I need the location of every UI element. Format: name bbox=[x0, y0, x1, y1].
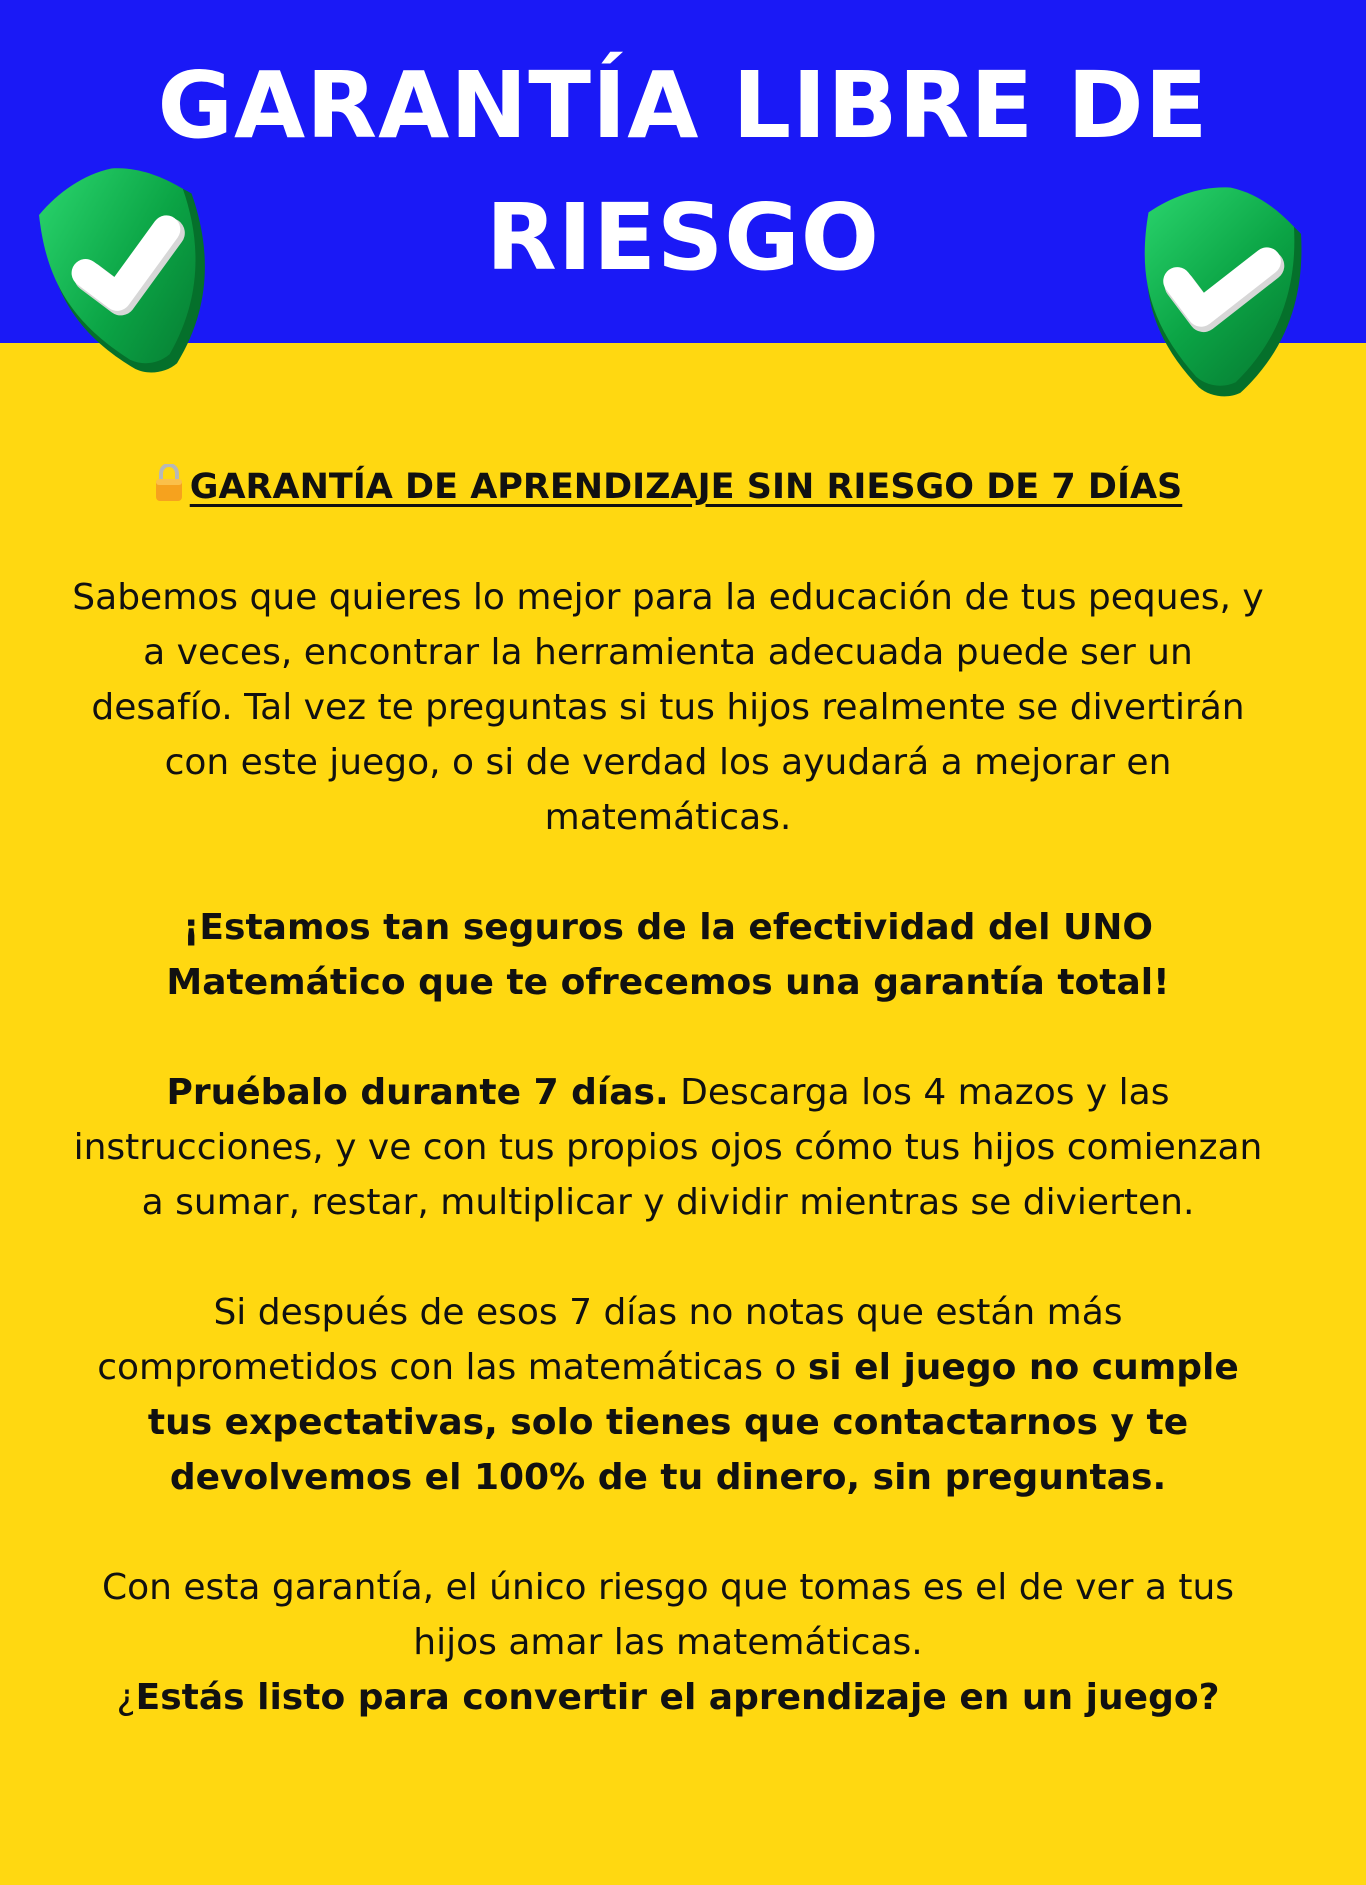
section-heading-text: GARANTÍA DE APRENDIZAJE SIN RIESGO DE 7 DÍAS bbox=[189, 467, 1183, 507]
shield-check-icon bbox=[20, 151, 239, 395]
spacer bbox=[70, 1505, 1266, 1560]
title-line-2: RIESGO bbox=[486, 184, 880, 291]
spacer bbox=[70, 515, 1266, 570]
trial-bold-text: Pruébalo durante 7 días. bbox=[166, 1072, 669, 1113]
title-line-1: GARANTÍA LIBRE DE bbox=[157, 52, 1209, 159]
spacer bbox=[70, 845, 1266, 900]
trial-text: Descarga los 4 mazos y las instrucciones, y ve con tus propios ojos cómo tus hijos comienzan a sumar, restar, multiplicar y dividir mientras se divierten. bbox=[73, 1072, 1263, 1223]
question-bold-text: Estás listo para convertir el aprendizaje en un juego? bbox=[135, 1677, 1220, 1718]
lock-icon bbox=[154, 464, 184, 502]
spacer bbox=[70, 1010, 1266, 1065]
closing-question bbox=[70, 1670, 1266, 1725]
closing-paragraph: Con esta garantía, el único riesgo que tomas es el de ver a tus hijos amar las matemáticas. bbox=[101, 1567, 1235, 1663]
refund-paragraph bbox=[70, 1285, 1266, 1505]
section-heading bbox=[70, 460, 1266, 515]
confidence-paragraph: ¡Estamos tan seguros de la efectividad del UNO Matemático que te ofrecemos una garantía total! bbox=[166, 907, 1170, 1003]
guarantee-content bbox=[70, 460, 1266, 1725]
refund-bold-text: si el juego no cumple tus expectativas, solo tienes que contactarnos y te devolvemos el 100% de tu dinero, sin preguntas. bbox=[147, 1347, 1239, 1498]
spacer bbox=[70, 1230, 1266, 1285]
question-mark: ¿ bbox=[116, 1677, 136, 1718]
intro-paragraph: Sabemos que quieres lo mejor para la educación de tus peques, y a veces, encontrar la herramienta adecuada puede ser un desafío. Tal vez te preguntas si tus hijos realmente se divertirán con este juego, o si de verdad los ayudará a mejorar en matemáticas. bbox=[72, 577, 1264, 838]
trial-paragraph bbox=[70, 1065, 1266, 1230]
shield-check-icon bbox=[1110, 171, 1329, 415]
refund-text: Si después de esos 7 días no notas que están más comprometidos con las matemáticas o bbox=[97, 1292, 1123, 1388]
